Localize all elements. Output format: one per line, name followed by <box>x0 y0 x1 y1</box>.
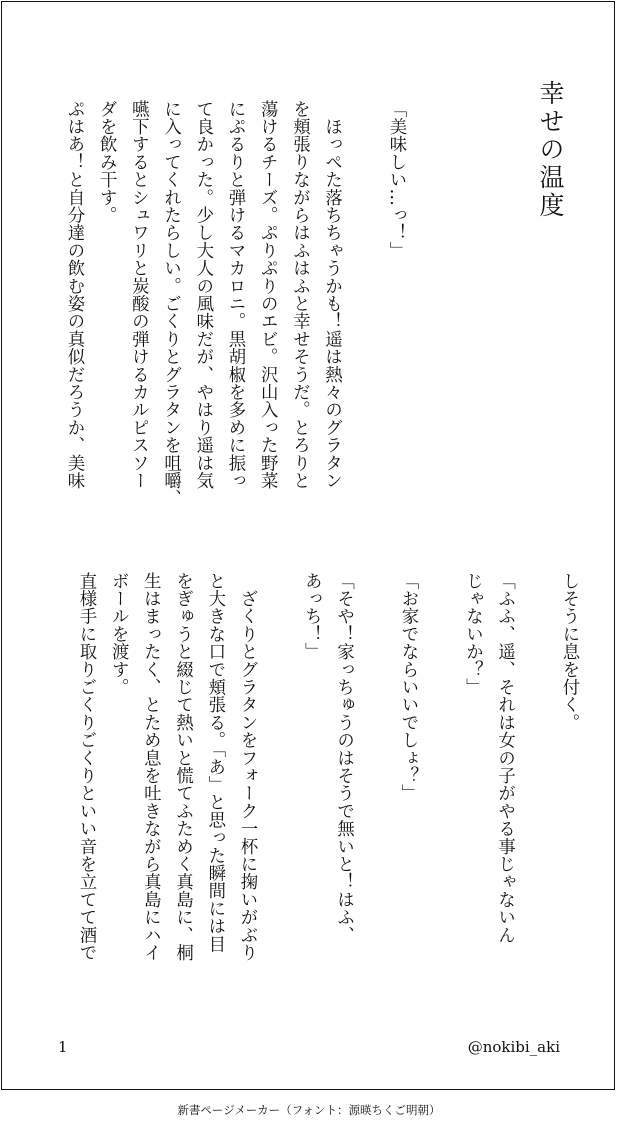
author-handle: @nokibi_aki <box>467 1038 560 1056</box>
book-page <box>1 1 615 1090</box>
text-block-top: 「美味しい…っ！」 ほっぺた落ちちゃうかも！遥は熱々のグラタン を頬張りながらはふはふと幸せそうだ。とろりと 蕩けるチーズ。ぷりぷりのエビ。沢山入った野菜 にぷるりと弾けるマカロニ。黒胡椒を多めに振っ て良かった。少し大人の風味だが、やはり遥は気 に入ってくれたらしい。ごくりとグラタンを咀嚼、 嚥下するとシュワリと炭酸の弾けるカルピスソー ダを飲み干す。 ぷはあ！と自分達の飲む姿の真似だろうか、美味 <box>63 100 406 508</box>
generator-credit: 新書ページメーカー（フォント：源暎ちくご明朝） <box>177 1103 441 1117</box>
page-title: 幸せの温度 <box>536 80 565 220</box>
text-block-bottom: しそうに息を付く。 「ふふ、遥、それは女の子がやる事じゃないん じゃないか？」 「お家でならいいでしょ？」 「そや！家っちゅうのはそうで無いと！はふ、 あっち！」 ざくりとグラタンをフォーク一杯に掬いがぶり と大きな口で頬張る。「あ」と思った瞬間には目 をぎゅうと綴じて熱いと慌てふためく真島に、桐 生はまったく、とため息を吐きながら真島にハイ ボールを渡す。 直様手に取りごくりごくりといい音を立てて酒で <box>75 572 579 962</box>
page-number: 1 <box>58 1038 68 1056</box>
